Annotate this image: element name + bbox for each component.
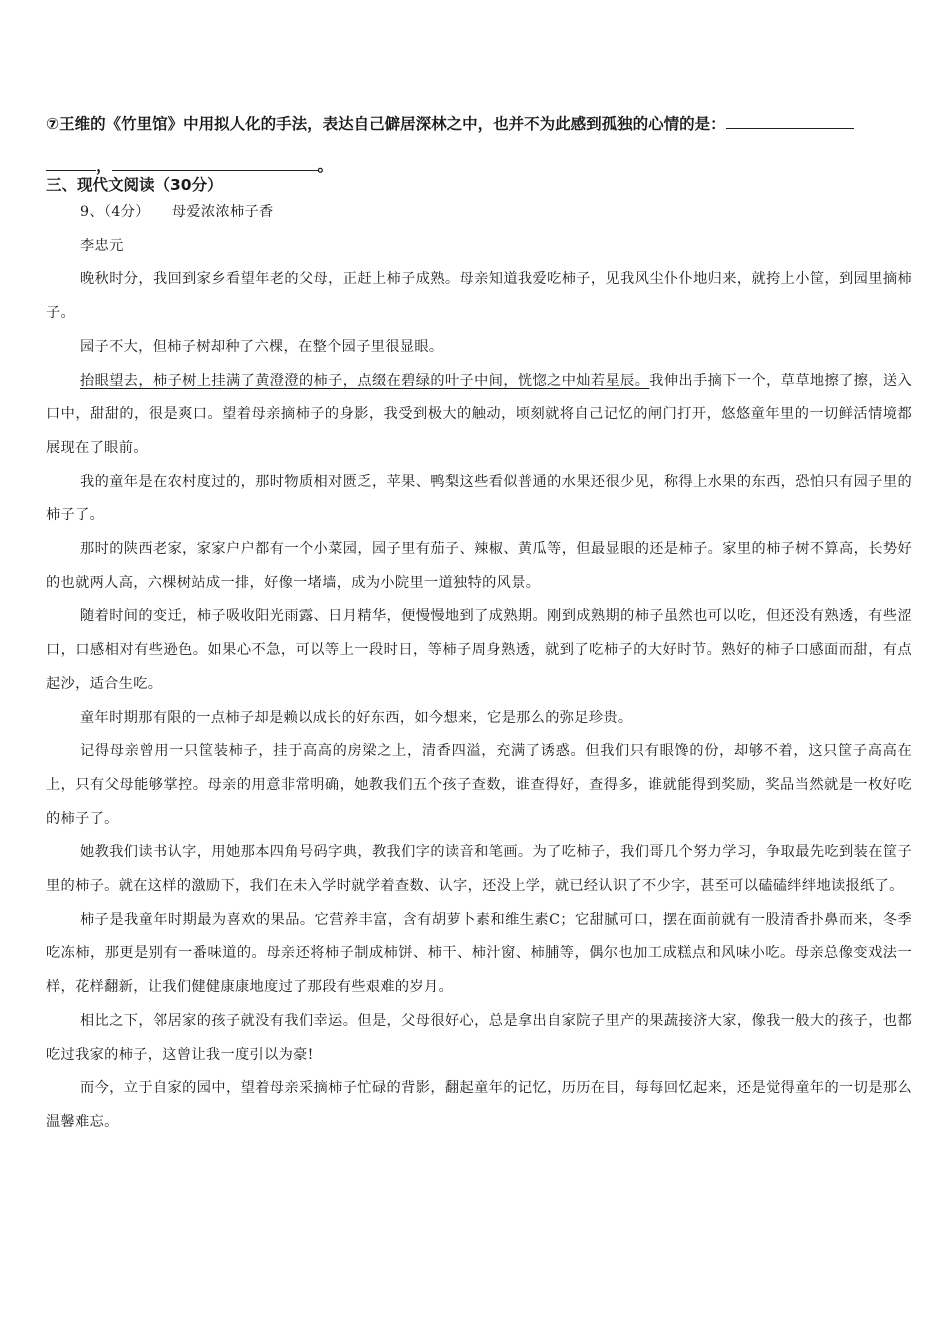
paragraph: 我的童年是在农村度过的，那时物质相对匮乏，苹果、鸭梨这些看似普通的水果还很少见，称得上水果的东西，恐怕只有园子里的柿子了。 — [46, 473, 912, 524]
paragraph: 那时的陕西老家，家家户户都有一个小菜园，园子里有茄子、辣椒、黄瓜等，但最显眼的还是柿子。家里的柿子树不算高，长势好的也就两人高，六棵树站成一排，好像一堵墙，成为小院里一道独特的风景。 — [46, 541, 912, 591]
paragraph: 记得母亲曾用一只筐装柿子，挂于高高的房梁之上，清香四溢，充满了诱惑。但我们只有眼馋的份，却够不着，这只筐子高高在上，只有父母能够掌控。母亲的用意非常明确，她教我们五个孩子查数，谁查得好，查得多，谁就能得到奖励，奖品当然就是一枚好吃的柿子了。 — [46, 743, 912, 827]
paragraph: 而今，立于自家的园中，望着母亲采摘柿子忙碌的背影，翻起童年的记忆，历历在目，每每回忆起来，还是觉得童年的一切是那么温馨难忘。 — [46, 1080, 912, 1130]
question-7-text: ⑦王维的《竹里馆》中用拟人化的手法，表达自己僻居深林之中，也并不为此感到孤独的心情的是： — [46, 115, 726, 133]
question-7-separator: ， — [96, 157, 112, 175]
paragraph — [46, 365, 912, 466]
question-number: 9、（4分） — [80, 204, 150, 220]
answer-blank-1a[interactable] — [726, 110, 854, 129]
passage-title: 母爱浓浓柿子香 — [171, 204, 274, 220]
question-7-end: 。 — [317, 157, 334, 175]
section-title: 三、现代文阅读（30分） — [46, 176, 223, 194]
reading-passage — [46, 196, 912, 1140]
answer-blank-2[interactable] — [112, 152, 318, 171]
paragraph: 相比之下，邻居家的孩子就没有我们幸运。但是，父母很好心，总是拿出自家院子里产的果蔬接济大家，像我一般大的孩子，也都吃过我家的柿子，这曾让我一度引以为豪! — [46, 1012, 912, 1063]
paragraph: 随着时间的变迁，柿子吸收阳光雨露、日月精华，便慢慢地到了成熟期。刚到成熟期的柿子虽然也可以吃，但还没有熟透，有些涩口，口感相对有些逊色。如果心不急，可以等上一段时日，等柿子周身熟透，就到了吃柿子的大好时节。熟好的柿子口感面而甜，有点起沙，适合生吃。 — [46, 608, 912, 692]
passage-author: 李忠元 — [80, 237, 124, 254]
paragraph: 晚秋时分，我回到家乡看望年老的父母，正赶上柿子成熟。母亲知道我爱吃柿子，见我风尘仆仆地归来，就挎上小筐，到园里摘柿子。 — [46, 271, 912, 322]
paragraph: 她教我们读书认字，用她那本四角号码字典，教我们字的读音和笔画。为了吃柿子，我们哥几个努力学习，争取最先吃到装在筐子里的柿子。就在这样的激励下，我们在未入学时就学着查数、认字，还没上学，就已经认识了不少字，甚至可以磕磕绊绊地读报纸了。 — [46, 844, 912, 895]
paragraph-text: 我伸出手摘下一个，草草地擦了擦，送入口中，甜甜的，很是爽口。望着母亲摘柿子的身影，我受到极大的触动，顷刻就将自己记忆的闸门打开，悠悠童年里的一切鲜活情境都展现在了眼前。 — [46, 372, 912, 456]
passage-heading — [46, 196, 912, 230]
paragraph: 柿子是我童年时期最为喜欢的果品。它营养丰富，含有胡萝卜素和维生素C；它甜腻可口，摆在面前就有一股清香扑鼻而来，冬季吃冻柿，那更是别有一番味道的。母亲还将柿子制成柿饼、柿干、柿汁窗、柿脯等，偶尔也加工成糕点和风味小吃。母亲总像变戏法一样，花样翻新，让我们健健康康地度过了那段有些艰难的岁月。 — [46, 911, 912, 996]
underlined-sentence: 抬眼望去，柿子树上挂满了黄澄澄的柿子，点缀在碧绿的叶子中间，恍惚之中灿若星辰。 — [80, 372, 650, 389]
paragraph: 园子不大，但柿子树却种了六棵，在整个园子里很显眼。 — [80, 338, 444, 355]
paragraph: 童年时期那有限的一点柿子却是赖以成长的好东西，如今想来，它是那么的弥足珍贵。 — [80, 709, 633, 726]
answer-blank-1b[interactable] — [46, 152, 96, 171]
